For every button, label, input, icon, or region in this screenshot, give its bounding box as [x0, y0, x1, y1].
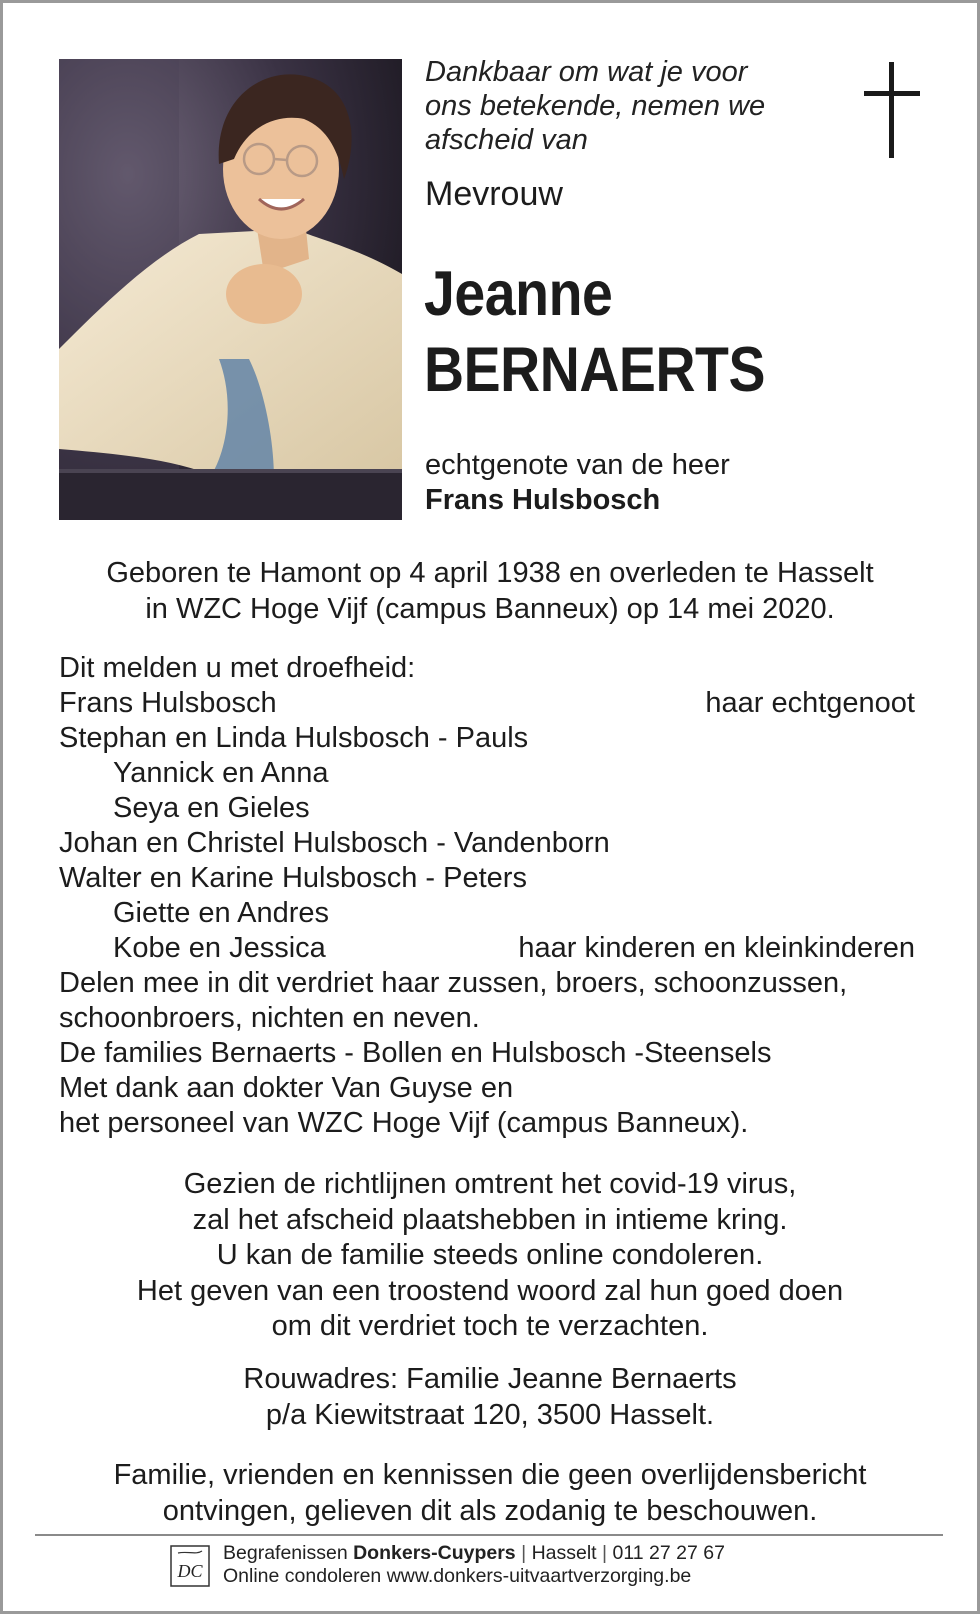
mourner-name: Seya en Gieles — [113, 792, 310, 824]
intro-line: Dankbaar om wat je voor — [425, 56, 748, 88]
spouse-name: Frans Hulsbosch — [425, 484, 661, 516]
intro-line: afscheid van — [425, 124, 588, 156]
footer-city: Hasselt — [531, 1542, 597, 1564]
notice-line: Het geven van een troostend woord zal hun goed doen — [136, 1274, 844, 1307]
footer-line-2 — [223, 1565, 725, 1588]
mourners-extra-line: Delen mee in dit verdriet haar zussen, broers, schoonzussen, — [59, 967, 848, 999]
footer-online-label: Online condoleren — [223, 1565, 382, 1587]
birth-death-line: in WZC Hoge Vijf (campus Banneux) op 14 mei 2020. — [145, 593, 835, 625]
mourner-name: Stephan en Linda Hulsbosch - Pauls — [59, 722, 529, 754]
birth-death-text — [40, 555, 940, 627]
mourner-row — [59, 721, 915, 756]
mourner-name: Yannick en Anna — [113, 757, 329, 789]
intro-line: ons betekende, nemen we — [425, 90, 766, 122]
deceased-name — [424, 256, 765, 408]
footer-phone: 011 27 27 67 — [612, 1542, 725, 1564]
footer-prefix: Begrafenissen — [223, 1542, 348, 1564]
footer-line-1: Begrafenissen Donkers-Cuypers | Hasselt | 011 27 27 67 — [223, 1542, 725, 1564]
intro-text — [425, 55, 845, 157]
mourner-name: Frans Hulsbosch — [59, 687, 277, 719]
mourner-role: haar kinderen en kleinkinderen — [518, 932, 915, 964]
mourners-list — [59, 651, 915, 1141]
mourners-extra-line: De families Bernaerts - Bollen en Hulsbosch -Steensels — [59, 1037, 772, 1069]
mourner-role: haar echtgenoot — [705, 687, 915, 719]
mourner-row — [59, 861, 915, 896]
deceased-title: Mevrouw — [425, 175, 563, 213]
mourner-row — [59, 826, 915, 861]
covid-notice — [40, 1167, 940, 1345]
funeral-home-logo — [170, 1545, 210, 1592]
portrait-illustration — [59, 59, 402, 520]
logo-letters: DC — [177, 1561, 203, 1581]
portrait-photo — [59, 59, 402, 520]
mourner-row — [59, 931, 915, 966]
closing-line: ontvingen, gelieven dit als zodanig te beschouwen. — [162, 1494, 818, 1527]
mourners-extra-line: het personeel van WZC Hoge Vijf (campus Banneux). — [59, 1107, 749, 1139]
mourners-extra-line: Met dank aan dokter Van Guyse en — [59, 1072, 514, 1104]
mourner-name: Johan en Christel Hulsbosch - Vandenborn — [59, 827, 610, 859]
mourner-row — [59, 686, 915, 721]
notice-line: om dit verdriet toch te verzachten. — [271, 1310, 709, 1342]
mourning-address — [40, 1362, 940, 1433]
footer-website-link[interactable]: www.donkers-uitvaartverzorging.be — [386, 1565, 692, 1587]
mourner-row — [59, 756, 915, 791]
mourner-name: Walter en Karine Hulsbosch - Peters — [59, 862, 527, 894]
mourners-heading: Dit melden u met droefheid: — [59, 652, 416, 684]
closing-line: Familie, vrienden en kennissen die geen overlijdensbericht — [113, 1459, 867, 1491]
notice-line: Gezien de richtlijnen omtrent het covid-19 virus, — [183, 1168, 797, 1200]
funeral-home-footer — [170, 1541, 790, 1593]
address-line: Rouwadres: Familie Jeanne Bernaerts — [243, 1363, 737, 1395]
spouse-intro: echtgenote van de heer — [425, 449, 730, 481]
deceased-first-name: Jeanne — [424, 259, 613, 329]
cross-icon — [864, 62, 920, 163]
notice-line: zal het afscheid plaatshebben in intieme kring. — [192, 1203, 788, 1236]
mourner-row — [59, 791, 915, 826]
footer-text — [223, 1542, 725, 1588]
mourner-name: Kobe en Jessica — [113, 932, 326, 964]
address-line: p/a Kiewitstraat 120, 3500 Hasselt. — [265, 1398, 715, 1431]
footer-company: Donkers-Cuypers — [353, 1542, 516, 1564]
mourner-row — [59, 896, 915, 931]
notice-line: U kan de familie steeds online condoleren. — [216, 1239, 764, 1271]
mourner-name: Giette en Andres — [113, 897, 330, 929]
birth-death-line: Geboren te Hamont op 4 april 1938 en overleden te Hasselt — [106, 557, 874, 589]
mourners-extra-line: schoonbroers, nichten en neven. — [59, 1002, 480, 1034]
closing-text — [40, 1458, 940, 1529]
footer-divider — [35, 1534, 943, 1536]
deceased-last-name: BERNAERTS — [424, 335, 766, 405]
